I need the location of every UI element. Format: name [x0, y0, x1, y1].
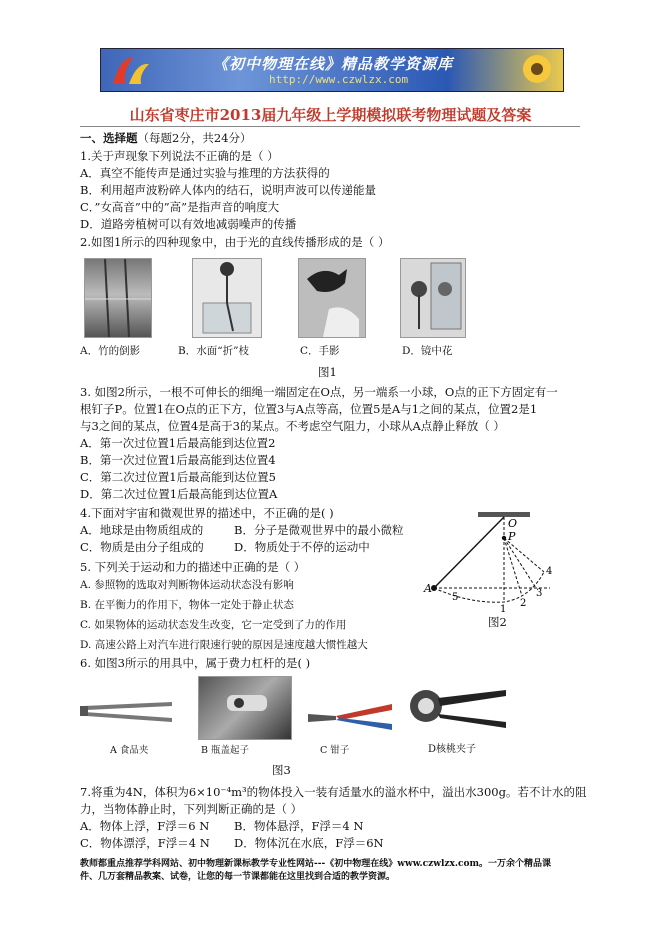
q7-stem-line2: 力，当物体静止时，下列判断正确的是（ ） [80, 802, 303, 816]
q3-option-b: B．第一次过位置1后最高能到达位置4 [80, 453, 276, 467]
q1-stem: 1.关于声现象下列说法不正确的是（ ） [80, 149, 279, 163]
fig1-label: 图1 [318, 365, 337, 379]
title-divider [80, 126, 580, 127]
fig1-caption-c: C．手影 [300, 345, 340, 357]
q1-option-b: B．利用超声波粉碎人体内的结石，说明声波可以传递能量 [80, 183, 376, 197]
swing-arc [434, 572, 544, 602]
section-header-note: （每题2分，共24分） [137, 131, 252, 145]
section-header [80, 130, 251, 146]
footer-line2: 件、几万套精品教案、试卷，让您的每一节课都能在这里找到合适的教学资源。 [80, 872, 396, 882]
q4-option-b: B．分子是微观世界中的最小微粒 [234, 523, 404, 537]
q4-option-c: C．物质是由分子组成的 [80, 540, 204, 554]
figure-flower-in-mirror [400, 258, 466, 338]
fig3-caption-d: D核桃夹子 [428, 744, 477, 755]
q7-option-b: B．物体悬浮，F浮＝4 N [234, 819, 364, 833]
figure-hand-shadow [298, 258, 366, 338]
label-5: 5 [452, 592, 459, 603]
footer-line1: 教师都重点推荐学科网站、初中物理新课标教学专业性网站---《初中物理在线》www.czwlzx.com。一万余个精品课 [80, 859, 552, 869]
figure-nutcracker [402, 682, 510, 736]
nail-point [502, 536, 506, 540]
label-a: A [424, 582, 432, 595]
label-2: 2 [520, 598, 527, 609]
label-3: 3 [536, 588, 543, 599]
figure-bent-stem-in-water [192, 258, 262, 338]
q5-option-b: B. 在平衡力的作用下，物体一定处于静止状态 [80, 599, 294, 611]
figure-bamboo-reflection [84, 258, 152, 338]
figure-food-tongs [80, 696, 176, 726]
q1-option-d: D．道路旁植树可以有效地减弱噪声的传播 [80, 217, 297, 231]
page-title: 山东省枣庄市2013届九年级上学期模拟联考物理试题及答案 [129, 106, 532, 124]
pendulum-string [434, 517, 504, 588]
figure-pliers [306, 700, 394, 734]
page-footer [80, 858, 590, 884]
fig3-label: 图3 [272, 763, 291, 777]
q1-option-a: A．真空不能传声是通过实验与推理的方法获得的 [80, 166, 330, 180]
q5-option-d: D. 高速公路上对汽车进行限速行驶的原因是速度越大惯性越大 [80, 639, 368, 651]
q7-option-c: C．物体漂浮，F浮＝4 N [80, 836, 210, 850]
section-header-label: 一、选择题 [80, 131, 138, 145]
q4-stem: 4.下面对宇宙和微观世界的描述中，不正确的是( ) [80, 506, 334, 520]
header-banner [100, 48, 564, 92]
label-4: 4 [546, 566, 553, 577]
banner-title: 《初中物理在线》精品教学资源库 [213, 55, 454, 73]
ceiling-mount [478, 512, 530, 517]
fig3-caption-a: A 食品夹 [110, 745, 149, 756]
fig1-caption-a: A．竹的倒影 [80, 345, 141, 357]
figure-pendulum-diagram [420, 512, 580, 612]
q6-stem: 6. 如图3所示的用具中，属于费力杠杆的是( ) [80, 656, 311, 670]
fig2-label: 图2 [488, 615, 507, 629]
label-o: O [508, 517, 518, 530]
q7-stem-line1: 7.将重为4N，体积为6×10⁻⁴m³的物体投入一装有适量水的溢水杯中，溢出水300g。若不计水的阻 [80, 785, 587, 799]
q3-stem-line2: 根钉子P。位置1在O点的正下方，位置3与A点等高，位置5是A与1之间的某点，位置2是1 [80, 402, 538, 416]
q3-option-d: D．第二次过位置1后最高能到达位置A [80, 487, 278, 501]
q3-stem-line3: 与3之间的某点，位置4是高于3的某点。不考虑空气阻力，小球从A点静止释放（ ） [80, 419, 505, 433]
q5-option-c: C. 如果物体的运动状态发生改变，它一定受到了力的作用 [80, 619, 347, 631]
q4-option-d: D．物质处于不停的运动中 [234, 540, 370, 554]
fig3-caption-b: B 瓶盖起子 [201, 745, 250, 756]
q4-option-a: A．地球是由物质组成的 [80, 523, 204, 537]
banner-logo-icon [107, 52, 155, 88]
q5-option-a: A. 参照物的选取对判断物体运动状态没有影响 [80, 579, 294, 591]
label-p: P [508, 530, 516, 543]
sunflower-icon [509, 49, 563, 91]
q5-stem: 5. 下列关于运动和力的描述中正确的是（ ） [80, 560, 306, 574]
fig1-caption-d: D．镜中花 [402, 345, 453, 357]
fig1-caption-b: B．水面“折”枝 [178, 345, 249, 357]
fig3-caption-c: C 钳子 [320, 745, 350, 756]
q3-option-c: C．第二次过位置1后最高能到达位置5 [80, 470, 276, 484]
banner-url[interactable]: http://www.czwlzx.com [269, 73, 409, 86]
q3-stem-line1: 3. 如图2所示，一根不可伸长的细绳一端固定在O点，另一端系一小球，O点的正下方固定有一 [80, 385, 558, 399]
label-1: 1 [500, 604, 507, 612]
q1-option-c: C．”女高音”中的”高”是指声音的响度大 [80, 200, 280, 214]
q3-option-a: A．第一次过位置1后最高能到达位置2 [80, 436, 276, 450]
q2-stem: 2.如图1所示的四种现象中，由于光的直线传播形成的是（ ） [80, 235, 390, 249]
figure-bottle-opener [198, 676, 292, 740]
q7-option-d: D．物体沉在水底，F浮＝6N [234, 836, 384, 850]
q7-option-a: A．物体上浮，F浮＝6 N [80, 819, 210, 833]
